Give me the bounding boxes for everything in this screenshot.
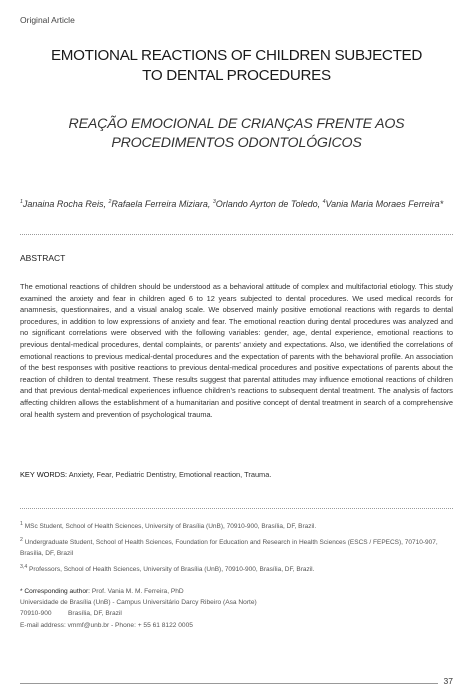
author-affiliation-mark: 1 xyxy=(20,199,23,205)
footnotes xyxy=(20,522,453,582)
portuguese-title-line-2: PROCEDIMENTOS ODONTOLÓGICOS xyxy=(111,135,362,151)
author-name: Rafaela Ferreira Miziara, xyxy=(111,199,213,209)
footnote-mark: 2 xyxy=(20,537,23,544)
portuguese-title xyxy=(20,115,453,153)
author-affiliation-mark: 4 xyxy=(322,199,326,205)
page-number: 37 xyxy=(443,676,453,686)
english-title-line-2: TO DENTAL PROCEDURES xyxy=(142,67,331,84)
footnote-divider xyxy=(20,508,453,509)
author-name: Orlando Ayrton de Toledo, xyxy=(215,199,323,209)
correspondence-block xyxy=(20,586,453,631)
english-title-line-1: EMOTIONAL REACTIONS OF CHILDREN SUBJECTED xyxy=(50,47,423,64)
english-title xyxy=(20,46,453,86)
author-name: Janaina Rocha Reis, xyxy=(22,199,109,209)
section-divider xyxy=(20,234,453,235)
correspondence-label: * Corresponding author: xyxy=(20,588,91,595)
keywords-text: Anxiety, Fear, Pediatric Dentistry, Emotional reaction, Trauma. xyxy=(67,470,272,479)
author-affiliation-mark: 3 xyxy=(212,199,216,205)
section-label: Original Article xyxy=(20,15,75,25)
footnote-text: MSc Student, School of Health Sciences, University of Brasília (UnB), 70910-900, Brasília, DF, Brazil. xyxy=(22,523,317,530)
author-name: Vania Maria Moraes Ferreira* xyxy=(325,199,444,209)
keywords-label: KEY WORDS: xyxy=(20,470,68,479)
footnote xyxy=(20,565,453,575)
author-list xyxy=(20,198,453,212)
footnote xyxy=(20,522,453,532)
abstract-body: The emotional reactions of children should be understood as a behavioral attitude of complex and multifactorial etiology. This study examined the anxiety and fear in children aged 6 to 12 years subjected to dental procedures. We used medical records for anamnesis, questionnaires, and a visual analog scale. We observed mainly positive emotional reactions with regards to dental procedures, in addition to low expressions of anxiety and fear. The emotional reaction during dental procedures was analyzed and no significant correlations were observed with the following variables: gender, age, dental experience, emotional reactions to previous dental-medical procedures, dental complaints, or parents’ anxiety and expectations. Also, we identified the correlations of emotional reactions to previous medical-dental procedures and the expectation of parents with the behavioral profile. An association of the best responses with positive reactions to previous dental-medical procedures and positive expectations of parents about the reaction of children to dental treatment. These results suggest that parental attitudes may influence emotional reactions of children and that previous dental-medical experiences influence children’s reactions to subsequent dental treatment. The analysis of factors affecting children allows the establishment of a humanitarian and positive concept of dental treatment in search of a comprehensive oral health system and prevention of psychological trauma. xyxy=(20,282,453,419)
correspondence-name: Prof. Vania M. M. Ferreira, PhD xyxy=(90,588,184,595)
correspondence-contact: E-mail address: vmmf@unb.br - Phone: + 55 61 8122 0005 xyxy=(20,621,193,629)
footnote-text: Professors, School of Health Sciences, University of Brasília (UnB), 70910-900, Brasília, DF, Brazil. xyxy=(27,566,315,574)
keywords xyxy=(20,469,453,481)
footnote-mark: 3,4 xyxy=(20,564,28,571)
footnote-text: Undergraduate Student, School of Health Sciences, Foundation for Education and Research in Health Sciences (ESCS / FEPECS), 70710-907, Brasília, DF, Brazil xyxy=(20,539,438,557)
correspondence-address-1: Universidade de Brasília (UnB) - Campus Universitário Darcy Ribeiro (Asa Norte) xyxy=(20,599,257,607)
footnote xyxy=(20,538,453,559)
footnote-mark: 1 xyxy=(20,520,23,527)
portuguese-title-line-1: REAÇÃO EMOCIONAL DE CRIANÇAS FRENTE AOS xyxy=(68,116,405,132)
correspondence-author xyxy=(20,586,453,597)
abstract-heading: ABSTRACT xyxy=(20,253,66,263)
correspondence-address-2: 70910-900 Brasília, DF, Brazil xyxy=(20,610,122,618)
author-affiliation-mark: 2 xyxy=(108,199,112,205)
footer-rule xyxy=(20,683,438,684)
